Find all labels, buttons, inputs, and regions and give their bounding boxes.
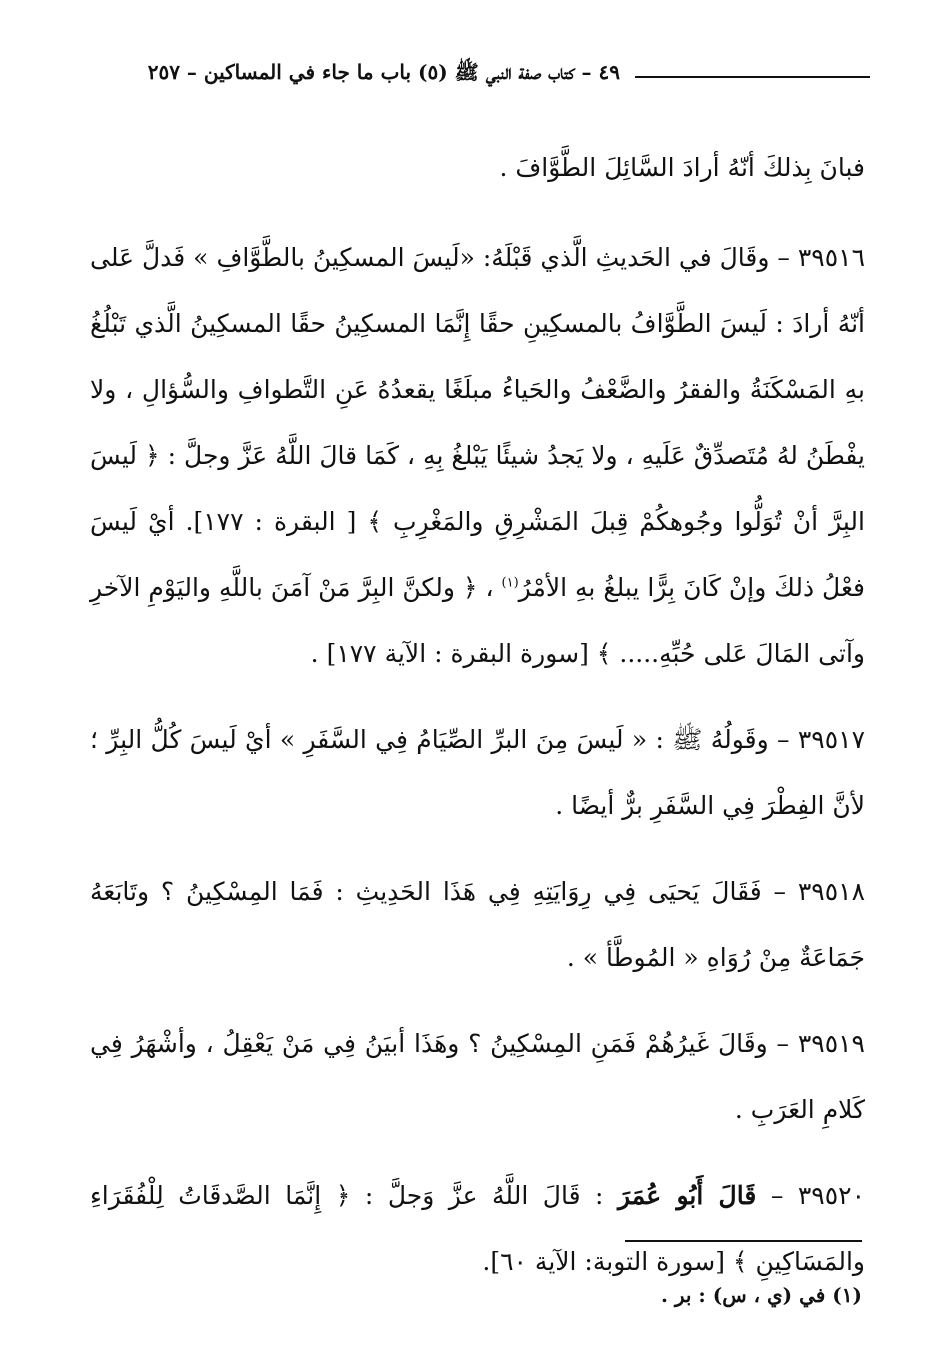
footnote-marker: (١) (501, 575, 519, 591)
main-text (90, 135, 865, 1315)
page-header (80, 58, 870, 98)
paragraph-39516 (90, 225, 865, 687)
paragraph-text: – وقَولُهُ ﷺ : « لَيسَ مِنَ البرِّ الصِّيَامُ فِي السَّفَرِ » أيْ لَيسَ كُلُّ البِرِّ ؛ لأنَّ الفِطْرَ فِي السَّفَرِ برٌّ أيضًا . (90, 725, 865, 820)
paragraph-number: ٣٩٥١٧ (797, 725, 866, 754)
paragraph-39518 (90, 859, 865, 991)
paragraph-number: ٣٩٥١٦ (797, 243, 865, 272)
paragraph-text: – وقَالَ في الحَديثِ الَّذي قَبْلَهُ: «لَيسَ المسكِينُ بالطَّوَّافِ » فَدلَّ عَلى أنّهُ أرادَ : لَيسَ الطَّوَّافُ بالمسكِينِ حقًا إِنَّمَا المسكِينُ حقًا المسكِينُ الَّذي تَبْلُغُ بهِ المَسْكَنَةُ والفقرُ والضَّعْفُ والحَياءُ مبلَغًا يقعدُهُ عَنِ التَّطوافِ والسُّؤالِ ، ولا يفْطَنُ لهُ مُتَصدِّقٌ عَلَيهِ ، ولا يَجدُ شيئًا يَبْلغُ بِهِ ، كَمَا قالَ اللَّهُ عَزَّ وجلَّ : ﴿ لَيسَ البِرَّ أنْ تُوَلُّوا وجُوهكُمْ قِبلَ المَشْرِقِ والمَغْرِبِ ﴾ [ البقرة : ١٧٧]. أيْ لَيسَ فعْلُ ذلكَ وإنْ كَانَ بِرًّا يبلغُ بهِ الأمْرُ (90, 243, 865, 602)
header-rule (635, 76, 870, 78)
paragraph-number: ٣٩٥٢٠ (797, 1181, 865, 1210)
paragraph-number: ٣٩٥١٨ (797, 877, 865, 906)
paragraph-number: ٣٩٥١٩ (797, 1029, 865, 1058)
paragraph-text-continued: ، ﴿ ولكنَّ البِرَّ مَنْ آمَنَ باللَّهِ واليَوْمِ الآخرِ وآتى المَالَ عَلى حُبِّهِ..... ﴾ [سورة البقرة : الآية ١٧٧] . (90, 573, 865, 668)
paragraph-39519 (90, 1011, 865, 1143)
paragraph-39517 (90, 707, 865, 839)
footnote-rule (625, 1240, 862, 1242)
speaker-name: قَالَ أَبُو عُمَرَ (618, 1181, 757, 1210)
paragraph-intro: فبانَ بِذلكَ أنّهُ أرادَ السَّائِلَ الطَّوَّافَ . (499, 153, 865, 182)
paragraph-text: : قَالَ اللَّهُ عزَّ وَجلَّ : ﴿ إِنَّمَا الصَّدقَاتُ لِلْفُقَرَاءِ والمَسَاكِينِ ﴾ [سورة التوبة: الآية ٦٠]. (90, 1181, 865, 1276)
paragraph-text: – وقَالَ غَيرُهُمْ فَمَنِ المِسْكِينُ ؟ وهَذَا أبيَنُ فِي مَنْ يَعْقِلُ ، وأشْهَرُ فِي كَلامِ العَرَبِ . (90, 1029, 865, 1124)
paragraph-text: – فَقَالَ يَحيَى فِي رِوَايَتِهِ فِي هَذَا الحَدِيثِ : فَمَا المِسْكِينُ ؟ وتَابَعَهُ جَمَاعَةٌ مِنْ رُوَاهِ « المُوطَّأ » . (90, 877, 865, 972)
running-head: ٤٩ – كتاب صفة النبي ﷺ (٥) باب ما جاء في المساكين – ٢٥٧ (147, 60, 620, 84)
paragraph-dash: – (770, 1181, 784, 1210)
footnote: (١) في (ي ، س) : بر . (660, 1283, 862, 1307)
paragraph-39520 (90, 1163, 865, 1295)
